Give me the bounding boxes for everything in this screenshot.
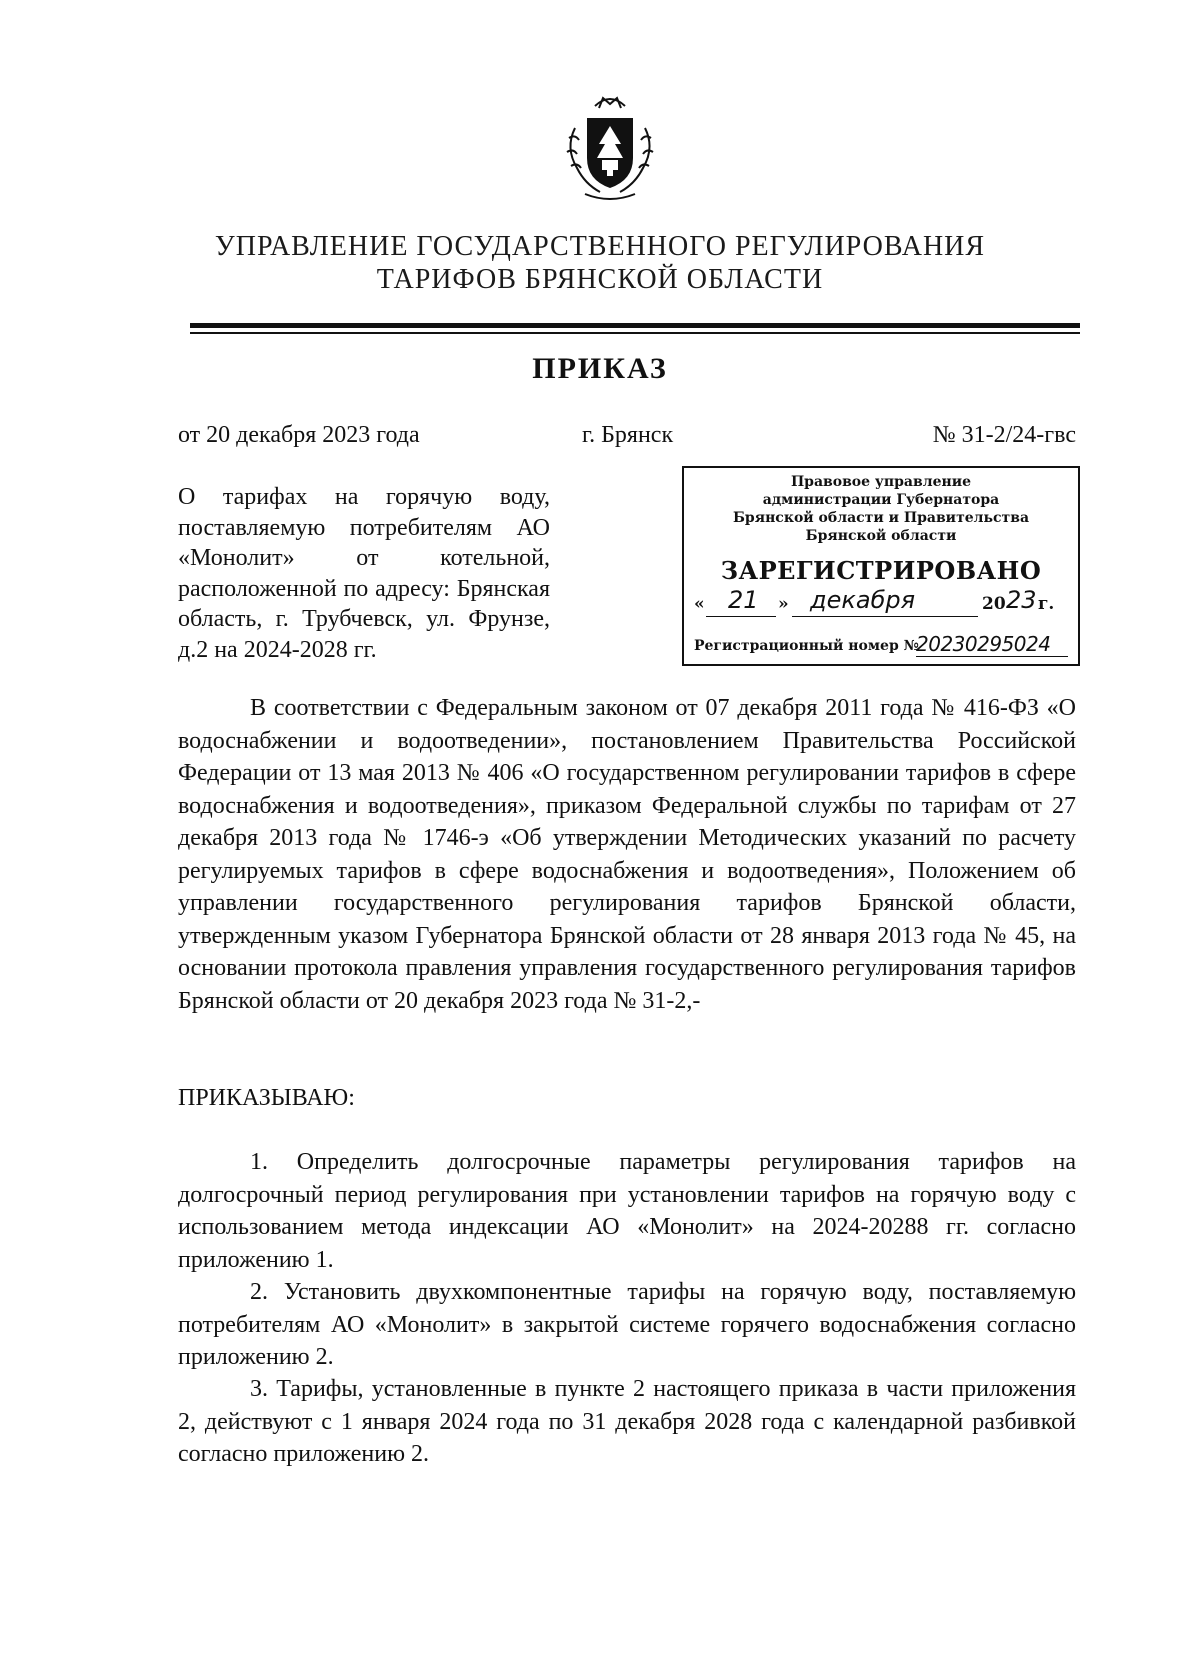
stamp-quote-open: « [694, 594, 705, 614]
registration-stamp [682, 466, 1080, 666]
organization-name-line1: УПРАВЛЕНИЕ ГОСУДАРСТВЕННОГО РЕГУЛИРОВАНИЯ [214, 231, 986, 262]
order-item-3: 3. Тарифы, установленные в пункте 2 настоящего приказа в части приложения 2, действуют с 1 января 2024 года по 31 декабря 2028 года с календарной разбивкой согласно приложению 2. [178, 1376, 1076, 1467]
stamp-month: декабря [810, 586, 916, 614]
stamp-quote-close: » [778, 594, 789, 614]
document-title: ПРИКАЗ [532, 352, 668, 385]
order-city: г. Брянск [582, 422, 674, 448]
order-word: ПРИКАЗЫВАЮ: [178, 1085, 355, 1111]
stamp-year-suffix: 23 [1006, 586, 1037, 614]
stamp-line3: Брянской области и Правительства [732, 510, 1030, 526]
stamp-date-line [694, 586, 1068, 622]
stamp-year-prefix: 20 [982, 594, 1006, 614]
stamp-registration-line [694, 634, 1068, 660]
order-number: № 31-2/24-гвс [932, 422, 1076, 448]
order-subject: О тарифах на горячую воду, поставляемую потребителям АО «Монолит» от котельной, расположенной по адресу: Брянская область, г. Трубчевск, ул. Фрунзе, д.2 на 2024-2028 гг. [178, 484, 550, 663]
stamp-line4: Брянской области [805, 528, 957, 544]
order-item-2: 2. Установить двухкомпонентные тарифы на горячую воду, поставляемую потребителям АО «Монолит» в закрытой системе горячего водоснабжения согласно приложению 2. [178, 1279, 1076, 1370]
stamp-registered: ЗАРЕГИСТРИРОВАНО [720, 556, 1042, 585]
header-divider-thick [190, 323, 1080, 328]
stamp-year-unit: г. [1038, 594, 1055, 614]
stamp-day: 21 [728, 586, 759, 614]
stamp-line1: Правовое управление [790, 474, 972, 490]
coat-of-arms-icon [555, 88, 665, 206]
stamp-line2: администрации Губернатора [762, 492, 1000, 508]
preamble-paragraph: В соответствии с Федеральным законом от 07 декабря 2011 года № 416-ФЗ «О водоснабжении и водоотведении», постановлением Правительства Российской Федерации от 13 мая 2013 № 406 «О государственном регулировании тарифов в сфере водоснабжения и водоотведения», приказом Федеральной службы по тарифам от 27 декабря 2013 года № 1746-э «Об утверждении Методических указаний по расчету регулируемых тарифов в сфере водоснабжения и водоотведения», Положением об управлении государственного регулирования тарифов Брянской области, утвержденным указом Губернатора Брянской области от 28 января 2013 года № 45, на основании протокола правления управления государственного регулирования тарифов Брянской области от 20 декабря 2023 года № 31-2,- [178, 695, 1076, 1014]
stamp-reg-label: Регистрационный номер № [694, 638, 919, 654]
order-date: от 20 декабря 2023 года [178, 422, 420, 448]
organization-name-line2: ТАРИФОВ БРЯНСКОЙ ОБЛАСТИ [376, 264, 824, 295]
header-divider-thin [190, 332, 1080, 334]
order-item-1: 1. Определить долгосрочные параметры регулирования тарифов на долгосрочный период регулирования при установлении тарифов на горячую воду с использованием метода индексации АО «Монолит» на 2024-20288 гг. согласно приложению 1. [178, 1149, 1076, 1273]
stamp-reg-number: 20230295024 [916, 632, 1051, 656]
